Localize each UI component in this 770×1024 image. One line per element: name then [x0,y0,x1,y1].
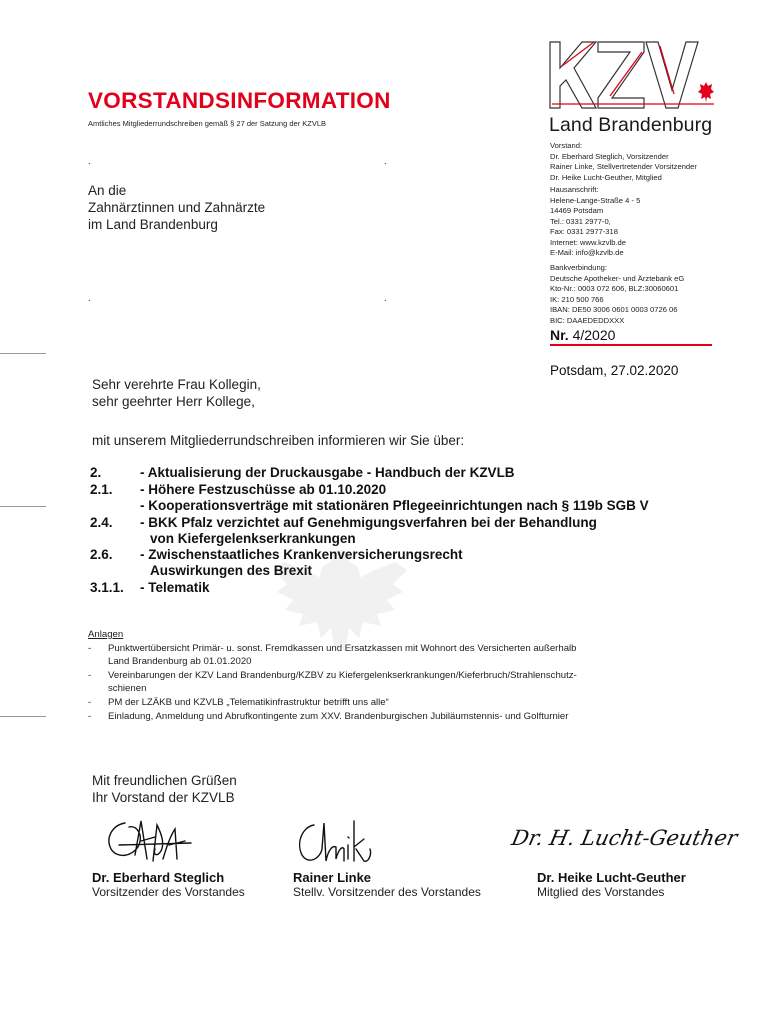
signatory-role: Vorsitzender des Vorstandes [92,885,245,899]
sidebar-line: IBAN: DE50 3006 0601 0003 0726 06 [550,305,678,314]
attachment-item-continued [88,682,577,696]
toc-number: 2.6. [90,547,113,562]
closing-line: Mit freundlichen Grüßen [92,773,237,788]
signature-lucht-geuther: Dr. H. Lucht-Geuther [509,826,740,850]
toc-text: - Telematik [140,580,210,595]
address-line: im Land Brandenburg [88,217,218,232]
bank-block [550,263,684,326]
attachment-item: - Vereinbarungen der KZV Land Brandenburg/KZBV zu Kiefergelenkserkrankungen/Kieferbruch/Strahlenschutz- [88,669,577,681]
sidebar-line: Bankverbindung: [550,263,607,272]
signatory-name: Rainer Linke [293,870,372,885]
document-title: VORSTANDSINFORMATION [88,88,391,113]
attachments-heading: Anlagen [88,629,124,640]
toc-text: - BKK Pfalz verzichtet auf Genehmigungsverfahren bei der Behandlung [140,515,597,530]
attachment-text: schienen [108,683,147,695]
closing-line: Ihr Vorstand der KZVLB [92,790,235,805]
sidebar-line: Vorstand: [550,141,583,150]
signature-steglich [95,815,205,870]
sidebar-line: Deutsche Apotheker- und Ärztebank eG [550,273,685,283]
toc-text: - Kooperationsverträge mit stationären Pflegeeinrichtungen nach § 119b SGB V [140,498,649,513]
signature-linke [292,815,382,870]
sidebar-line: Fax: 0331 2977-318 [550,227,618,236]
salutation-line: Sehr verehrte Frau Kollegin, [92,377,261,392]
sidebar-line: 14469 Potsdam [550,206,604,215]
toc-text: - Aktualisierung der Druckausgabe - Handbuch der KZVLB [140,465,515,480]
sidebar-line: Dr. Heike Lucht-Geuther, Mitglied [550,172,662,182]
salutation-line: sehr geehrter Herr Kollege, [92,394,255,409]
brand-name: Land Brandenburg [549,114,713,136]
recipient-address [88,182,265,233]
salutation [92,376,261,410]
window-mark: . [88,156,91,167]
signatory-role: Stellv. Vorsitzender des Vorstandes [293,885,481,899]
closing [92,772,237,806]
signatory-name: Dr. Eberhard Steglich [92,870,225,885]
intro-text: mit unserem Mitgliederrundschreiben informieren wir Sie über: [92,433,465,448]
sidebar-line: IK: 210 500 766 [550,294,604,304]
attachment-text: Punktwertübersicht Primär- u. sonst. Fremdkassen und Ersatzkassen mit Wohnort des Versicherten außerhalb [108,642,577,654]
sidebar-line: Rainer Linke, Stellvertretender Vorsitzender [550,162,697,171]
toc-number: 2.1. [90,482,113,497]
toc-number: 3.1.1. [90,580,124,595]
signatory-name: Dr. Heike Lucht-Geuther [537,870,686,885]
toc-text: - Zwischenstaatliches Krankenversicherungsrecht [140,547,463,562]
toc-number: 2. [90,465,102,480]
sidebar-line: Kto-Nr.: 0003 072 606, BLZ:30060601 [550,284,679,293]
attachment-item-continued [88,655,577,669]
sidebar-line: Dr. Eberhard Steglich, Vorsitzender [550,151,669,161]
window-mark: . [384,156,387,167]
sidebar-line: Hausanschrift: [550,185,599,194]
issue-number-rule [550,344,712,346]
issue-number-label: Nr. [550,327,569,343]
attachment-text: Einladung, Anmeldung und Abrufkontingente zum XXV. Brandenburgischen Jubiläumstennis- und Golfturnier [108,710,569,722]
address-line: An die [88,183,127,198]
toc-number: 2.4. [90,515,113,530]
issue-number-value: 4/2020 [572,327,616,343]
attachment-item: - Einladung, Anmeldung und Abrufkontingente zum XXV. Brandenburgischen Jubiläumstennis- und Golfturnier [88,710,569,722]
document-subtitle: Amtliches Mitgliederrundschreiben gemäß § 27 der Satzung der KZVLB [88,119,327,128]
attachment-item: - PM der LZÄKB und KZVLB „Telematikinfrastruktur betrifft uns alle“ [88,696,389,708]
toc-text: von Kiefergelenkserkrankungen [150,531,356,546]
attachment-item: - Punktwertübersicht Primär- u. sonst. Fremdkassen und Ersatzkassen mit Wohnort des Versicherten außerhalb [88,642,577,654]
letter-date: Potsdam, 27.02.2020 [550,363,679,378]
sidebar-line: BIC: DAAEDEDDXXX [550,315,625,325]
fold-mark-top [0,353,46,354]
toc-text: Auswirkungen des Brexit [150,563,313,578]
issue-number [550,327,615,343]
sidebar-line: Helene-Lange-Straße 4 - 5 [550,195,641,205]
fold-mark-middle [0,506,46,507]
window-mark: . [384,293,387,304]
sidebar-line: Tel.: 0331 2977-0, [550,216,611,226]
fold-mark-bottom [0,716,46,717]
attachment-text: Land Brandenburg ab 01.01.2020 [108,656,252,668]
kzv-logo [548,38,716,114]
attachment-text: PM der LZÄKB und KZVLB „Telematikinfrastruktur betrifft uns alle“ [108,696,389,708]
address-line: Zahnärztinnen und Zahnärzte [88,200,266,215]
contact-block [550,185,640,259]
board-block [550,141,697,183]
toc-text: - Höhere Festzuschüsse ab 01.10.2020 [140,482,387,497]
attachments [88,628,577,723]
website-link[interactable]: Internet: www.kzvlb.de [550,237,626,247]
email-link[interactable]: E-Mail: info@kzvlb.de [550,248,624,257]
signatory-role: Mitglied des Vorstandes [537,885,665,899]
attachment-text: Vereinbarungen der KZV Land Brandenburg/KZBV zu Kiefergelenkserkrankungen/Kieferbruch/Strahlenschutz- [108,669,577,681]
window-mark: . [88,293,91,304]
